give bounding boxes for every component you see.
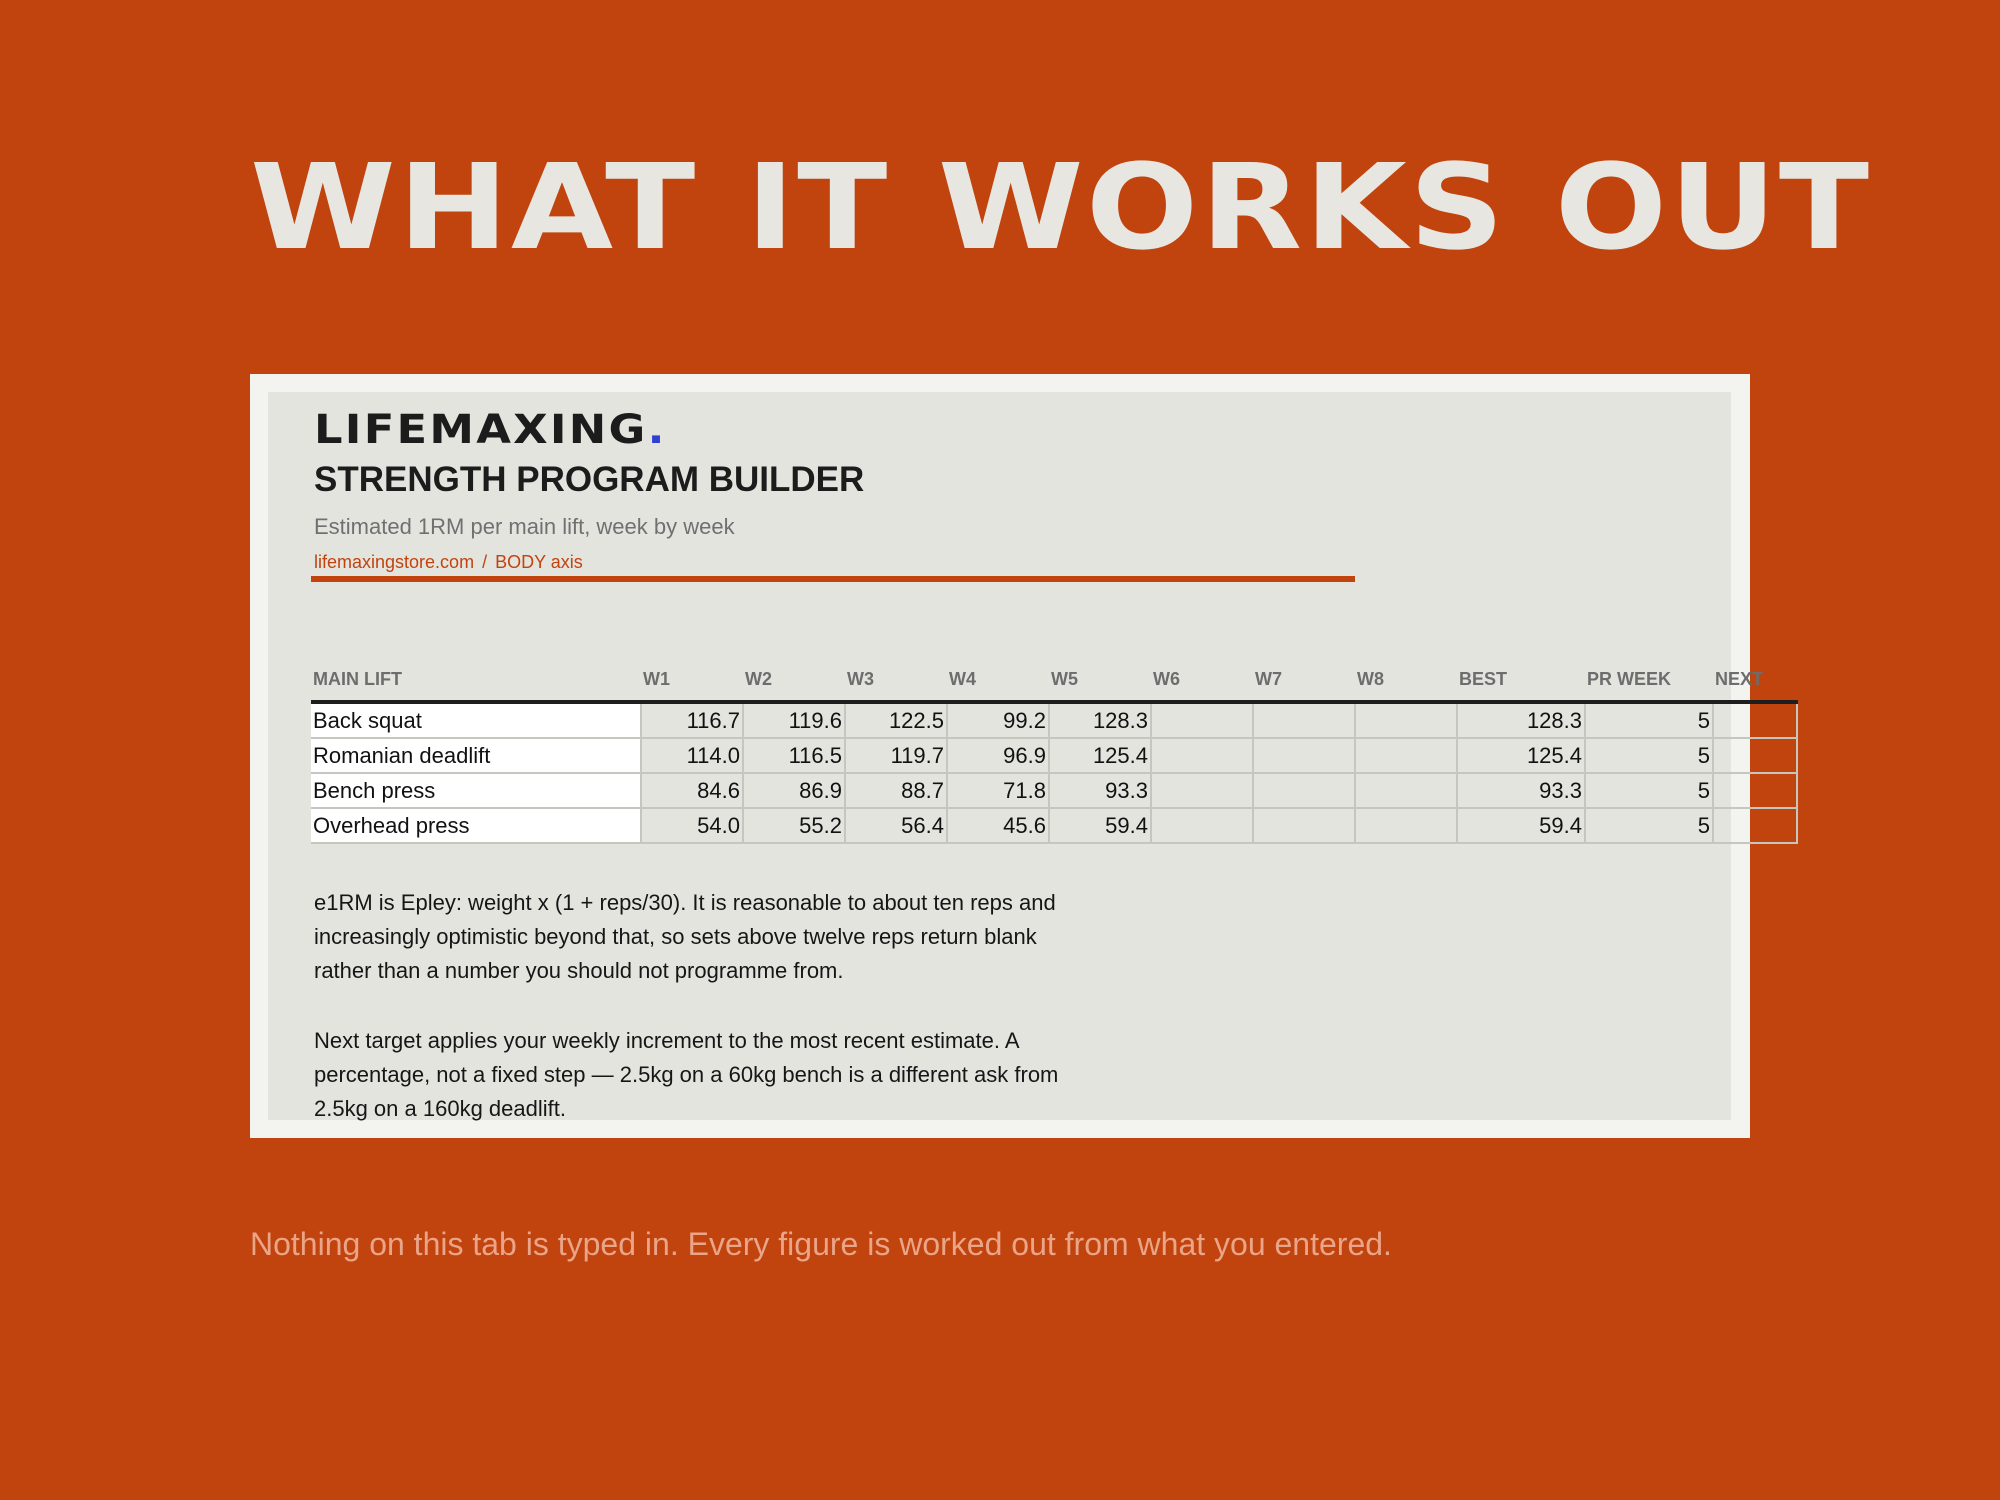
next-target-cell[interactable] xyxy=(1713,738,1797,773)
column-header[interactable]: W3 xyxy=(845,656,947,702)
column-header[interactable]: PR WEEK xyxy=(1585,656,1713,702)
lift-name-cell[interactable]: Overhead press xyxy=(311,808,641,843)
week-e1rm-cell[interactable] xyxy=(1253,808,1355,843)
pr-week-cell[interactable]: 5 xyxy=(1585,808,1713,843)
week-e1rm-cell[interactable]: 119.6 xyxy=(743,702,845,738)
week-e1rm-cell[interactable]: 56.4 xyxy=(845,808,947,843)
lift-name-cell[interactable]: Romanian deadlift xyxy=(311,738,641,773)
week-e1rm-cell[interactable]: 114.0 xyxy=(641,738,743,773)
next-target-cell[interactable] xyxy=(1713,808,1797,843)
week-e1rm-cell[interactable] xyxy=(1151,808,1253,843)
best-cell[interactable]: 128.3 xyxy=(1457,702,1585,738)
week-e1rm-cell[interactable]: 59.4 xyxy=(1049,808,1151,843)
spreadsheet-tab xyxy=(268,392,1764,1121)
best-cell[interactable]: 59.4 xyxy=(1457,808,1585,843)
breadcrumb-separator: / xyxy=(482,552,488,572)
week-e1rm-cell[interactable] xyxy=(1151,738,1253,773)
pr-week-cell[interactable]: 5 xyxy=(1585,773,1713,808)
week-e1rm-cell[interactable]: 116.5 xyxy=(743,738,845,773)
week-e1rm-cell[interactable] xyxy=(1355,773,1457,808)
sheet-subtitle: Estimated 1RM per main lift, week by week xyxy=(314,514,735,539)
week-e1rm-cell[interactable]: 88.7 xyxy=(845,773,947,808)
week-e1rm-cell[interactable] xyxy=(1253,738,1355,773)
brand-name: LIFEMAXING xyxy=(314,407,648,453)
lift-name-cell[interactable]: Bench press xyxy=(311,773,641,808)
lift-name-cell[interactable]: Back squat xyxy=(311,702,641,738)
breadcrumb xyxy=(314,553,583,571)
column-header[interactable]: W6 xyxy=(1151,656,1253,702)
table-header-row xyxy=(311,656,1797,702)
increment-note: Next target applies your weekly increment to the most recent estimate. A percentage, not a fixed step — 2.5kg on a 60kg bench is a different ask from 2.5kg on a 160kg deadlift. xyxy=(314,1028,1059,1121)
epley-note: e1RM is Epley: weight x (1 + reps/30). It is reasonable to about ten reps and increasingly optimistic beyond that, so sets above twelve reps return blank rather than a number you should not programme from. xyxy=(314,890,1056,983)
column-header[interactable]: BEST xyxy=(1457,656,1585,702)
column-header[interactable]: MAIN LIFT xyxy=(311,656,641,702)
next-target-cell[interactable] xyxy=(1713,702,1797,738)
breadcrumb-section: BODY axis xyxy=(495,552,583,572)
table-row xyxy=(311,808,1797,843)
week-e1rm-cell[interactable]: 45.6 xyxy=(947,808,1049,843)
pr-week-cell[interactable]: 5 xyxy=(1585,702,1713,738)
week-e1rm-cell[interactable]: 54.0 xyxy=(641,808,743,843)
week-e1rm-cell[interactable]: 116.7 xyxy=(641,702,743,738)
week-e1rm-cell[interactable]: 86.9 xyxy=(743,773,845,808)
best-cell[interactable]: 125.4 xyxy=(1457,738,1585,773)
week-e1rm-cell[interactable] xyxy=(1253,773,1355,808)
week-e1rm-cell[interactable]: 128.3 xyxy=(1049,702,1151,738)
e1rm-table xyxy=(311,656,1798,844)
table-row xyxy=(311,702,1797,738)
week-e1rm-cell[interactable] xyxy=(1355,738,1457,773)
title-accent-rule xyxy=(311,576,1355,582)
column-header[interactable]: W2 xyxy=(743,656,845,702)
sheet-title: STRENGTH PROGRAM BUILDER xyxy=(314,460,865,499)
column-header[interactable]: W8 xyxy=(1355,656,1457,702)
column-header[interactable]: NEXT xyxy=(1713,656,1797,702)
table-row xyxy=(311,738,1797,773)
slide-footer: Nothing on this tab is typed in. Every figure is worked out from what you entered. xyxy=(250,1226,1392,1262)
week-e1rm-cell[interactable]: 71.8 xyxy=(947,773,1049,808)
week-e1rm-cell[interactable] xyxy=(1151,702,1253,738)
week-e1rm-cell[interactable]: 55.2 xyxy=(743,808,845,843)
table-row xyxy=(311,773,1797,808)
week-e1rm-cell[interactable]: 99.2 xyxy=(947,702,1049,738)
brand-logo xyxy=(314,407,667,453)
pr-week-cell[interactable]: 5 xyxy=(1585,738,1713,773)
column-header[interactable]: W5 xyxy=(1049,656,1151,702)
week-e1rm-cell[interactable]: 93.3 xyxy=(1049,773,1151,808)
column-header[interactable]: W1 xyxy=(641,656,743,702)
brand-dot: . xyxy=(647,407,667,453)
next-target-cell[interactable] xyxy=(1713,773,1797,808)
best-cell[interactable]: 93.3 xyxy=(1457,773,1585,808)
spreadsheet-card xyxy=(250,374,1764,1138)
week-e1rm-cell[interactable] xyxy=(1253,702,1355,738)
week-e1rm-cell[interactable] xyxy=(1355,808,1457,843)
week-e1rm-cell[interactable]: 84.6 xyxy=(641,773,743,808)
week-e1rm-cell[interactable]: 119.7 xyxy=(845,738,947,773)
column-header[interactable]: W4 xyxy=(947,656,1049,702)
week-e1rm-cell[interactable]: 122.5 xyxy=(845,702,947,738)
breadcrumb-site-link[interactable]: lifemaxingstore.com xyxy=(314,552,475,572)
slide-headline: WHAT IT WORKS OUT xyxy=(250,138,1872,276)
column-header[interactable]: W7 xyxy=(1253,656,1355,702)
week-e1rm-cell[interactable] xyxy=(1355,702,1457,738)
week-e1rm-cell[interactable] xyxy=(1151,773,1253,808)
week-e1rm-cell[interactable]: 125.4 xyxy=(1049,738,1151,773)
week-e1rm-cell[interactable]: 96.9 xyxy=(947,738,1049,773)
